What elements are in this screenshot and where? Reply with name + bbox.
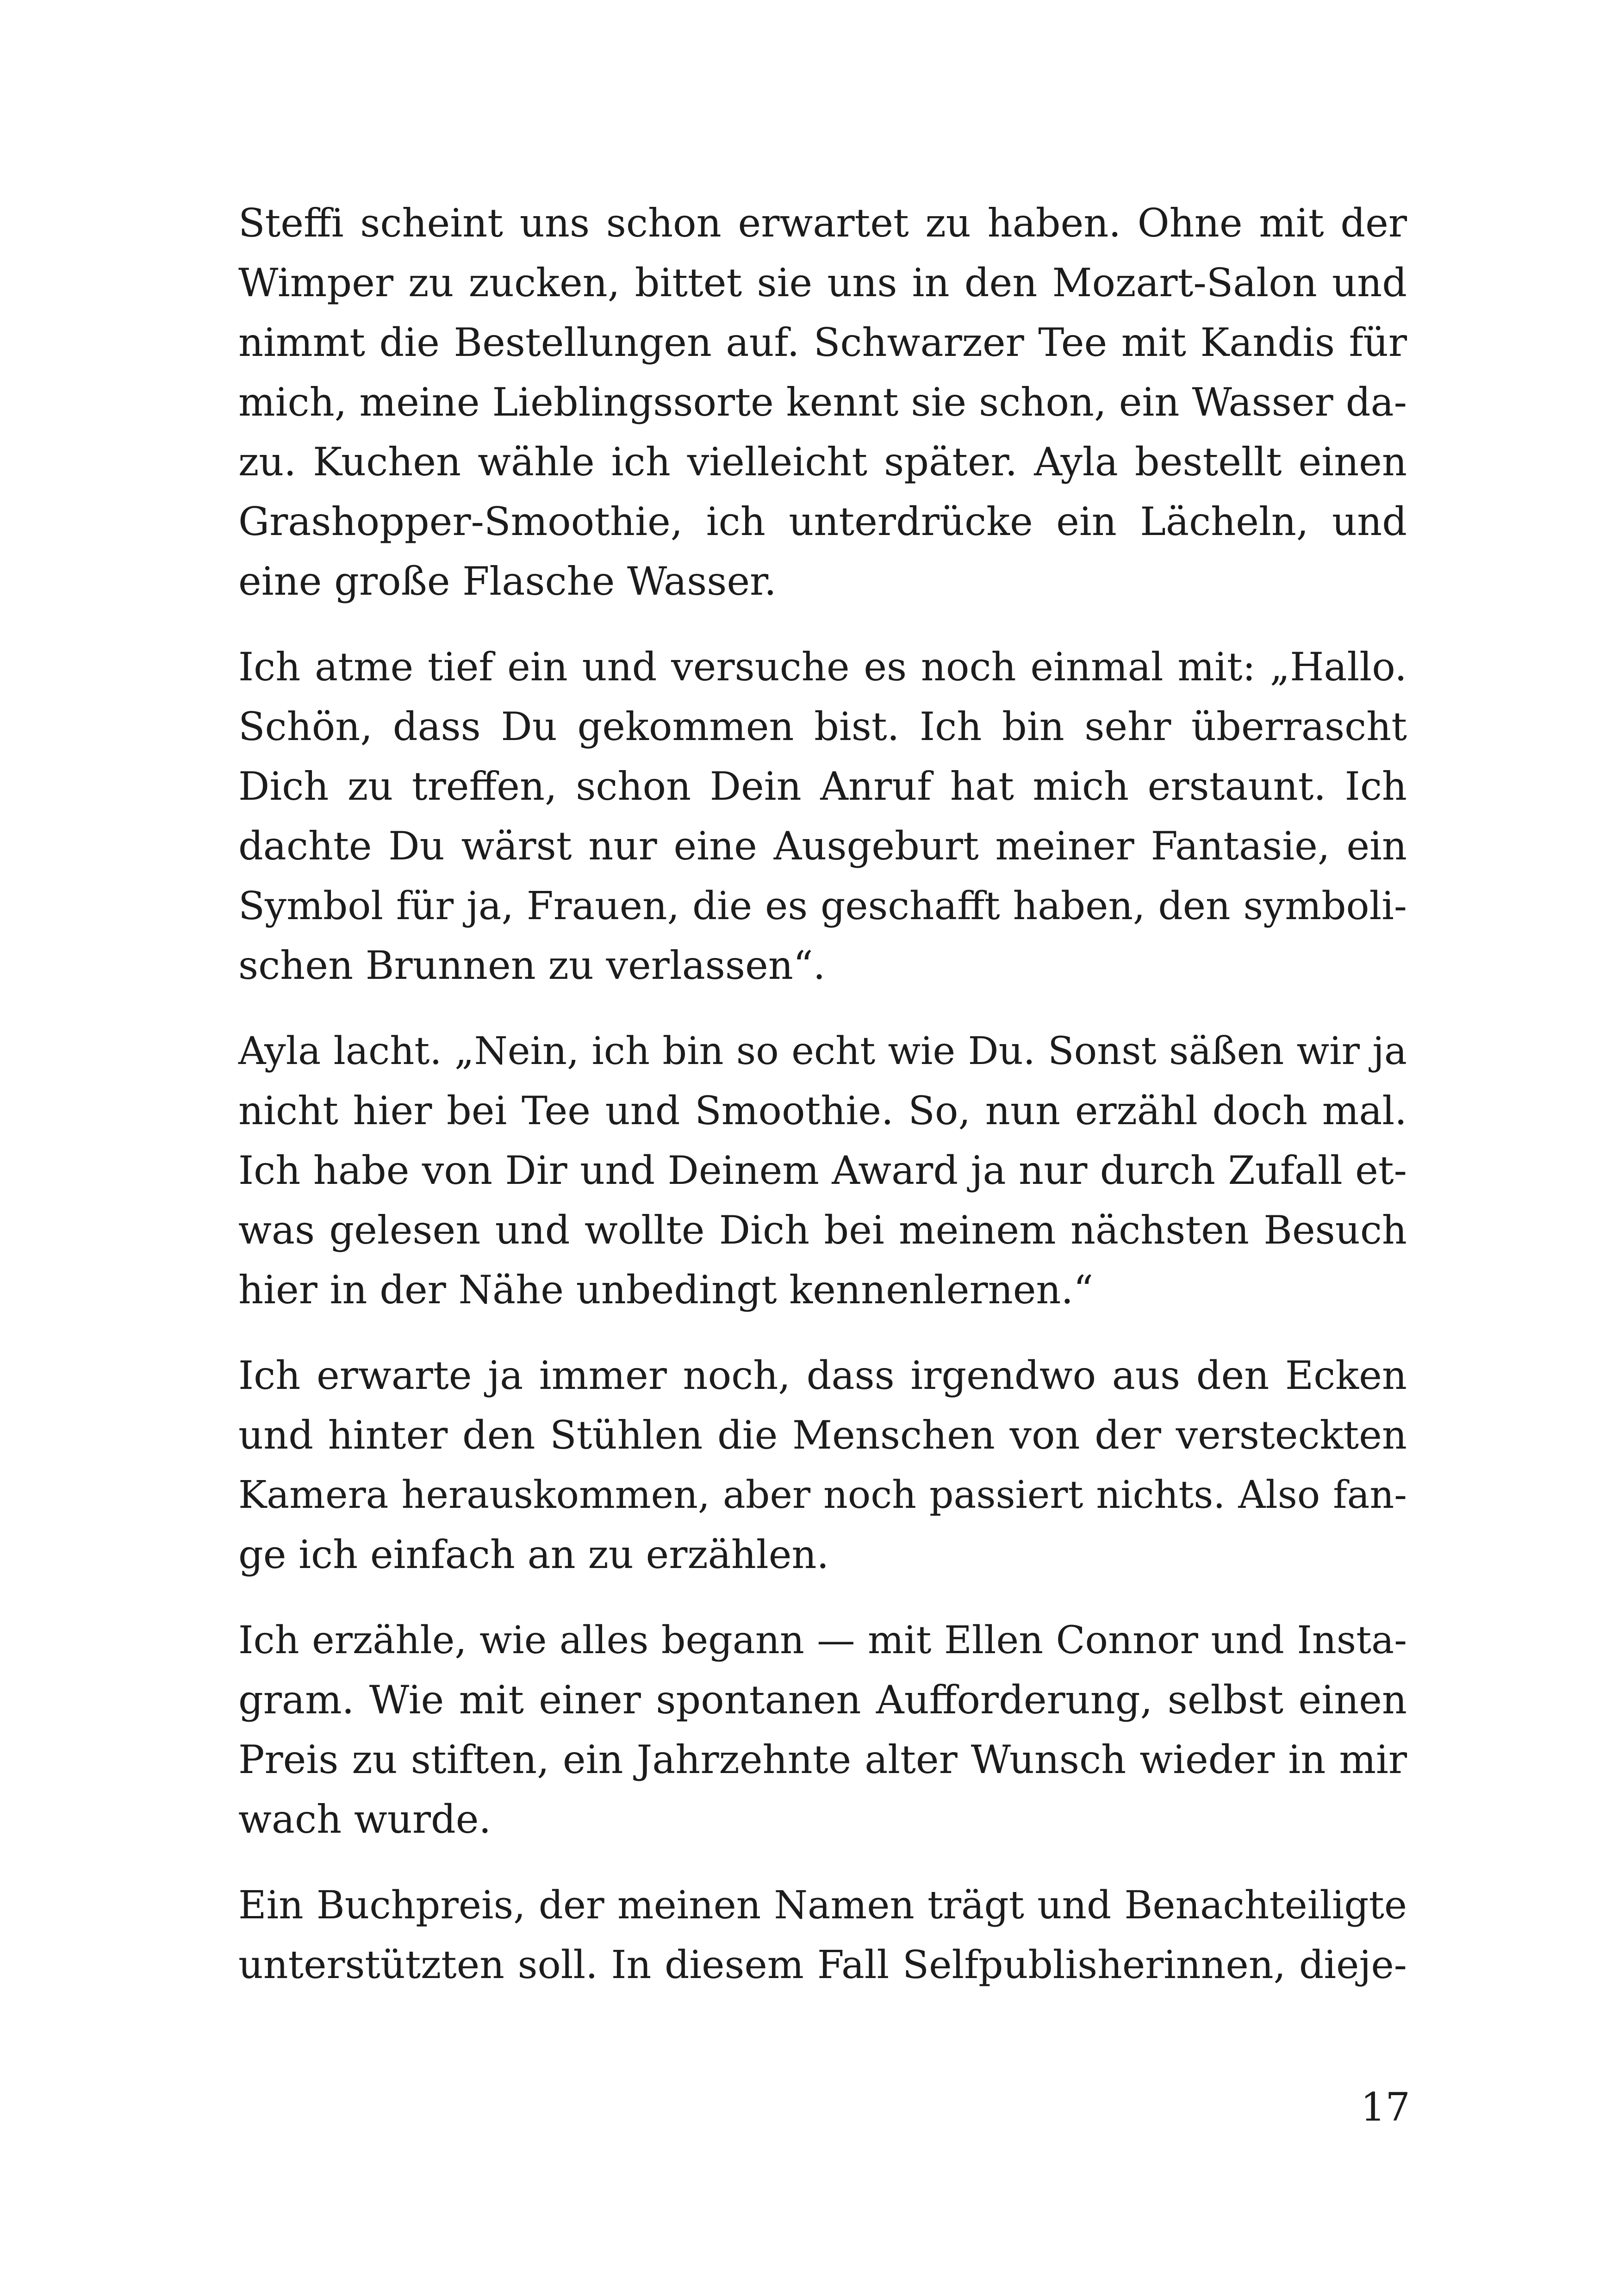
- paragraph-5: [238, 1611, 1407, 1849]
- text-line: und hinter den Stühlen die Menschen von der versteckten: [238, 1412, 1407, 1458]
- text-line: mich, meine Lieblingssorte kennt sie schon, ein Wasser da-: [238, 380, 1407, 425]
- text-line: Symbol für ja, Frauen, die es geschafft haben, den symboli-: [238, 884, 1407, 928]
- text-line: Ich atme tief ein und versuche es noch einmal mit: „Hallo.: [238, 644, 1407, 690]
- body-text: [238, 193, 1407, 1995]
- text-line: Ich habe von Dir und Deinem Award ja nur durch Zufall et-: [238, 1148, 1407, 1193]
- text-line: ge ich einfach an zu erzählen.: [238, 1532, 829, 1577]
- text-line: schen Brunnen zu verlassen“.: [238, 943, 826, 988]
- paragraph-4: [238, 1346, 1407, 1585]
- text-line: Grashopper-Smoothie, ich unterdrücke ein Lächeln, und: [238, 499, 1407, 544]
- text-line: zu. Kuchen wähle ich vielleicht später. Ayla bestellt einen: [238, 439, 1407, 485]
- paragraph-6: [238, 1875, 1407, 1995]
- text-line: nicht hier bei Tee und Smoothie. So, nun erzähl doch mal.: [238, 1088, 1407, 1133]
- text-line: hier in der Nähe unbedingt kennenlernen.“: [238, 1267, 1094, 1313]
- text-line: Ayla lacht. „Nein, ich bin so echt wie Du. Sonst säßen wir ja: [238, 1029, 1407, 1073]
- text-line: Ich erzähle, wie alles begann — mit Ellen Connor und Insta-: [238, 1618, 1407, 1662]
- text-line: Ich erwarte ja immer noch, dass irgendwo aus den Ecken: [238, 1353, 1407, 1398]
- text-line: Wimper zu zucken, bittet sie uns in den Mozart-Salon und: [238, 260, 1407, 305]
- text-line: gram. Wie mit einer spontanen Aufforderung, selbst einen: [238, 1677, 1407, 1723]
- paragraph-gap: [238, 1585, 1407, 1611]
- paragraph-2: [238, 637, 1407, 996]
- text-line: unterstützten soll. In diesem Fall Selfpublisherinnen, dieje-: [238, 1942, 1407, 1987]
- page-number: 17: [1361, 2084, 1410, 2130]
- text-line: eine große Flasche Wasser.: [238, 559, 777, 604]
- text-line: Preis zu stiften, ein Jahrzehnte alter Wunsch wieder in mir: [238, 1737, 1407, 1782]
- paragraph-gap: [238, 1849, 1407, 1875]
- paragraph-1: [238, 193, 1407, 611]
- paragraph-3: [238, 1021, 1407, 1320]
- text-line: dachte Du wärst nur eine Ausgeburt meiner Fantasie, ein: [238, 823, 1407, 869]
- text-line: Steffi scheint uns schon erwartet zu haben. Ohne mit der: [238, 200, 1407, 246]
- paragraph-gap: [238, 996, 1407, 1021]
- text-line: wach wurde.: [238, 1797, 492, 1842]
- text-line: nimmt die Bestellungen auf. Schwarzer Tee mit Kandis für: [238, 320, 1407, 365]
- text-line: Kamera herauskommen, aber noch passiert nichts. Also fan-: [238, 1473, 1407, 1517]
- paragraph-gap: [238, 1320, 1407, 1346]
- text-line: was gelesen und wollte Dich bei meinem nächsten Besuch: [238, 1207, 1407, 1253]
- paragraph-gap: [238, 611, 1407, 637]
- text-line: Schön, dass Du gekommen bist. Ich bin sehr überrascht: [238, 704, 1407, 749]
- text-line: Dich zu treffen, schon Dein Anruf hat mich erstaunt. Ich: [238, 764, 1407, 809]
- text-line: Ein Buchpreis, der meinen Namen trägt und Benachteiligte: [238, 1883, 1407, 1928]
